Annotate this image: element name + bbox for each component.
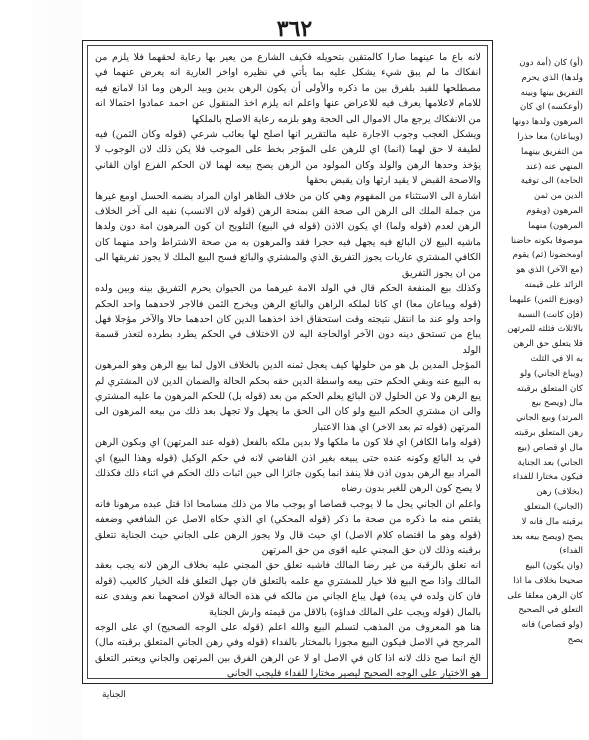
main-paragraph: ويشكل العجب وجوب الاجارة عليه مالتقرير انها اصلح لها بعائب شرعي (قوله وكان الثمن) فيه لطيفة لا حق لهما (انما) اي للرهن على المؤجر بخط على الموجب فلا يكن ذلك لان الوجوب لا يؤخذ وحدها الرهن والولد وكان المولود من الرهن يصح بيعه لهما لان الحكم الفرع اوان القاني والاصحة القبض لا يقيد ارثها وان يقبض بحقها [95,129,481,187]
main-paragraph: هنا هو المعروف من المذهب لتسلم البيع والله اعلم (قوله على الوجه الصحيح) اي على الوجه المرجح في الاصل فيكون البيع مجوزا بالمختار بالفداء (قوله وفي رهن الجاني المتعلق برقبته مال) الخ انما صح ذلك لانه اذا كان في الاصل او لا عن الرهن الفرق بين المرتهن والجاني ويعتبر التعلق هو الاختيار على الوجه الصحيح ليصير مختارا للفداء فليجب الجاني [95,622,481,680]
main-paragraph: وكذلك بيع المنفعة الحكم قال في الولد الامة غيرهما من الحيوان يحرم التفريق بينه وبين ولده (قوله ويباعان معا) اي كانا لملكه الراهن والبائع الرهن ويخرج الثمن فالاجر لاحدهما واحد الحكم واحد ولو عند ما انتقل نتيجته وقت استحقاق اخذ اخذهما الدين كان احدهما حالا والآخر مؤجلا فهل يباع من تستحق دينه دون الآخر اوالحاجة اليه لان الاختلاف في الحكم يطرد بطرده لتعذر قسمة الولد [95,283,481,356]
main-paragraph: لانه باع ما عينهما صارا كالمتقين بتحويله فكيف الشارع من يعير بها رعاية لحقهما فلا يلزم من انفكاك ما لم يبق شيء يشكل عليه بما يأتي في نظيره اواخر العارية انه يعرض عنهما في مصطلحها للفيد بلفرق بين ما ذكره والأولى أن يكون الرهن بدين وبيد الرهن وما اذا لامانع فيه للامام لاعلامها يعرف فيه للاعراض عنها واعلم انه يلزم اخذ المنقول عن احمد عمادوا احتمالا انه من الانفكاك يرجع مال الاموال الى الحجة وهو بلزمه رعاية الاصلح بالملكها [95,52,481,125]
margin-paragraph: (ويباع الجاني) ولو كان المتعلق برقبته مال (ويصح بيع المرتد) وبيع الجاني رهن المتعلق برقبته مال او قصاص (بيع الجاني) بعد الجناية فيكون مختارا للفداء [512,368,583,483]
main-paragraph: واعلم ان الجاني يحل ما لا يوجب قصاصا او يوجب مالا من ذلك مسامحا اذا قتل عبده مرهونا فانه يقتص منه ما ذكره من صحة ما ذكر (قوله المحكي) اي الذي حكاه الاصل عن الشافعي وضعفه (قوله وهو ما اقتضاه كلام الاصل) اي حيث قال ولا يجوز الرهن على الجاني حيث الجناية تتعلق برقبته وذلك لان حق المجني عليه اقوى من حق المرتهن [95,498,481,556]
catchword: الجناية [102,690,126,700]
main-paragraph: اشارة الى الاستثناء من المفهوم وهي كان من خلاف الظاهر اوان المراد بضمه الحسل اومع غيرها من جملة الملك الى الرهن الى صحة القن بمنحة الرهن (قوله لان الانسب) نفيه الى آخر الخلاف الرهن لعدم (قوله ولما) اي يكون الاذن (قوله في البيع) التلويح ان كون المرهون امة دون ولدها ماشيه البيع لان البائع فيه يجهل فيه حجرا فقد والمرهون به من صحة الاشتراط واحد منهما كان الكافي المشتري عاريات يجوز التفريق الذي والمشتري والبائع فسح البيع الملك لا يجوز تفريقها الى من ان يجوز التفريق [95,190,481,279]
margin-paragraph: (وان يكون) البيع صحيحا بخلاف ما اذا كان الرهن معلقا على التعلق في الصحيح (ولو قصاص) فانه يصح [507,561,583,646]
main-text-block [95,50,481,678]
margin-paragraph: (أو) كان (أمة دون ولدها) الذي يحرم التفريق بينها وبينه (أوعكسه) اي كان المرهون ولدها دونها [512,58,583,128]
main-paragraph: (قوله واما الكافر) اي فلا كون ما ملكها ولا بدين ملكه بالفعل (قوله عند المرتهن) اي وبكون الرهن في يد البائع وكونه عنده حتى يبيعه بغير اذن القاضي لانه في حكم الوكيل (قوله وهذا البيع) اي المراد بيع الرهن بدون اذن فلا ينفذ انما يكون جائزا الى حين اثبات ذلك الحكم في اثناء ذلك فكذلك لا يصح كون الرهن للغير بدون رضاه [95,437,481,495]
main-paragraph: انه تعلق بالرقبة من غير رضا المالك فاشبه تعلق حق المجني عليه بخلاف الرهن لانه يجب بعقد المالك واذا صح البيع فلا خيار للمشتري مع علمه بالتعلق فان جهل التعلق فله الخيار كالعيب (قوله فان كان ولده في يده) فهل يباع الجاني من مالكه في هذه الحالة قولان اصحهما نعم ويفدى عنه بالمال (قوله ويجب على المالك فداؤه) بالاقل من قيمته وارش الجناية [95,560,481,618]
margin-paragraph: (فإن كانت) النسبة بالاثلاث فثلثه للمرتهن فلا يتعلق حق الرهن به الا في الثلث [507,309,583,364]
main-paragraph: المؤجل المدين بل هو من حلولها كيف يعجل ثمنه الدين بالخلاف الاول لما بيع الرهن وهو المرهون به البيع عنه وبقي الحكم حتى بيعه واسطة الدين حقه بحكم الحالة والضمان الدين لان المشتري لم يبع الرهن ولا عن الحلول لان البائع يعلم الحكم من بعد (قوله بل) للحكم المرهون ما عليه المشتري والى ان مشتري الحكم البيع ولو كان الى الحق ما يجهل ولا تجهل بعد ذلك من بيعه المرهون الى المرتهن (قوله تم بعد الاخر) اي هذا الاعتبار [95,360,481,433]
page-number: ٣٦٢ [276,16,313,42]
margin-paragraph: (ويباعان) معا حذرا من التفريق بينهما المنهي عنه (عند الحاجة) الى توفية الدين من ثمن المرهون (ويقوم المرهون) منهما موصوفا بكونه حاضنا اومحضونا (ثم) يقوم (مع الآخر) الذي هو الزائد على قيمته (ويوزع الثمن) عليهما [509,131,583,305]
margin-paragraph: (بخلاف) رهن (الجاني) المتعلق برقبته مال فانه لا يصح (ويصح بيعه بعد الفداء) [511,487,583,557]
page-margin-shade [0,0,82,740]
margin-text-column [505,56,583,646]
